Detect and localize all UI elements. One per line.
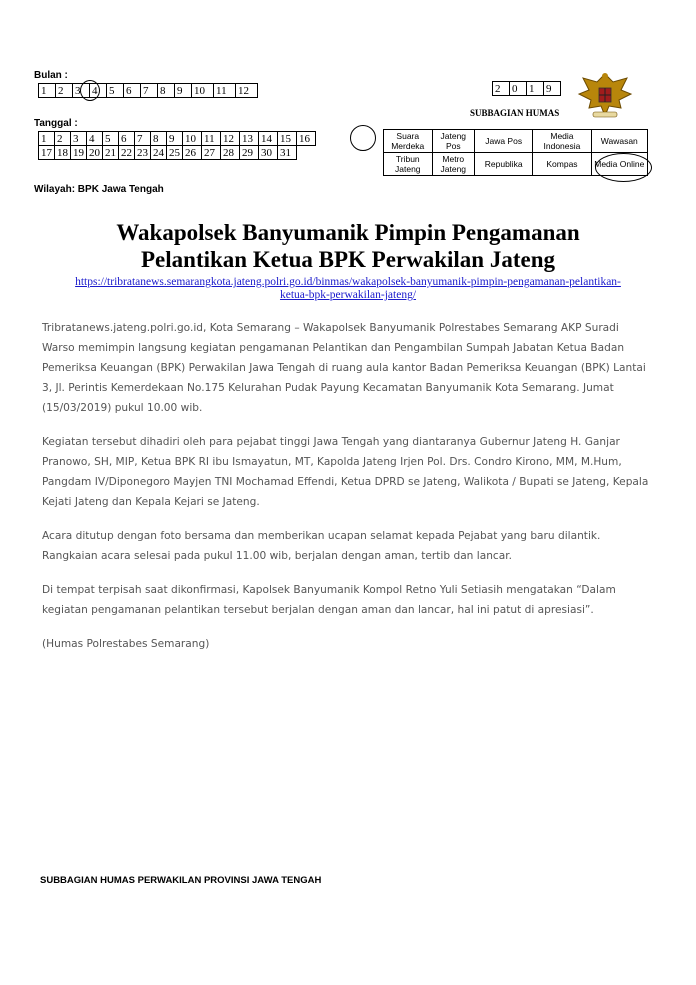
month-cell-10: 10 <box>192 84 214 98</box>
media-online: Media Online <box>591 153 647 176</box>
paragraph-3: Acara ditutup dengan foto bersama dan memberikan ucapan selamat kepada Pejabat yang baru dilantik. Rangkaian acara selesai pada pukul 11.00 wib, berjalan dengan aman, tertib dan lancar. <box>42 530 601 562</box>
date-cell-3: 3 <box>71 132 87 146</box>
paragraph-5: (Humas Polrestabes Semarang) <box>42 638 210 650</box>
date-cell-20: 20 <box>87 146 103 160</box>
paragraph-1: Tribratanews.jateng.polri.go.id, Kota Semarang – Wakapolsek Banyumanik Polrestabes Semarang AKP Suradi Warso memimpin langsung kegiatan pengamanan Pelantikan dan Pengambilan Sumpah Jabatan Ketua Badan Pemeriksa Keuangan (BPK) Perwakilan Jawa Tengah di ruang aula kantor Badan Pemeriksa Keuangan (BPK) Lantai 3, Jl. Perintis Kemerdekaan No.175 Kelurahan Pudak Payung Kecamatan Banyumanik Kota Semarang. Jumat (15/03/2019) pukul 10.00 wib. <box>42 322 646 414</box>
date-cell-26: 26 <box>183 146 202 160</box>
date-cell-19: 19 <box>71 146 87 160</box>
month-cell-6: 6 <box>124 84 141 98</box>
garuda-emblem-icon <box>575 68 635 123</box>
date-cell-5: 5 <box>103 132 119 146</box>
month-grid <box>38 83 258 98</box>
media-suara-merdeka: Suara Merdeka <box>384 130 433 153</box>
date-cell-24: 24 <box>151 146 167 160</box>
date-cell-11: 11 <box>202 132 221 146</box>
article-title <box>0 219 696 273</box>
date-cell-27: 27 <box>202 146 221 160</box>
month-cell-5: 5 <box>107 84 124 98</box>
month-selection-circle <box>80 80 100 101</box>
month-cell-9: 9 <box>175 84 192 98</box>
media-metro-jateng: Metro Jateng <box>432 153 474 176</box>
paragraph-4: Di tempat terpisah saat dikonfirmasi, Kapolsek Banyumanik Kompol Retno Yuli Setiasih mengatakan “Dalam kegiatan pengamanan pelantikan tersebut berjalan dengan aman dan lancar, hal ini patut di apresiasi”. <box>42 584 616 616</box>
year-grid <box>492 81 561 96</box>
date-grid <box>38 131 316 160</box>
date-cell-2: 2 <box>55 132 71 146</box>
bulan-label: Bulan : <box>34 70 68 81</box>
year-digit-9: 9 <box>544 82 561 96</box>
date-cell-22: 22 <box>119 146 135 160</box>
date-cell-1: 1 <box>39 132 55 146</box>
date-cell-14: 14 <box>259 132 278 146</box>
media-indonesia: Media Indonesia <box>533 130 591 153</box>
media-selection-circle <box>595 153 652 182</box>
date-selection-circle <box>350 125 376 151</box>
date-cell-4: 4 <box>87 132 103 146</box>
year-digit-0: 0 <box>510 82 527 96</box>
date-cell-9: 9 <box>167 132 183 146</box>
date-cell-28: 28 <box>221 146 240 160</box>
month-cell-3: 3 <box>73 84 90 98</box>
month-cell-8: 8 <box>158 84 175 98</box>
article-body <box>42 318 652 668</box>
media-kompas: Kompas <box>533 153 591 176</box>
date-cell-17: 17 <box>39 146 55 160</box>
date-cell-25: 25 <box>167 146 183 160</box>
date-cell-15: 15 <box>278 132 297 146</box>
month-cell-12: 12 <box>236 84 258 98</box>
date-cell-29: 29 <box>240 146 259 160</box>
date-cell-12: 12 <box>221 132 240 146</box>
date-cell-23: 23 <box>135 146 151 160</box>
month-cell-4: 4 <box>90 84 107 98</box>
title-line-1: Wakapolsek Banyumanik Pimpin Pengamanan <box>116 220 580 245</box>
paragraph-2: Kegiatan tersebut dihadiri oleh para pejabat tinggi Jawa Tengah yang diantaranya Gubernur Jateng H. Ganjar Pranowo, SH, MIP, Ketua BPK RI ibu Ismayatun, MT, Kapolda Jateng Irjen Pol. Drs. Condro Kirono, MM, M.Hum, Pangdam IV/Diponegoro Mayjen TNI Mochamad Effendi, Ketua DPRD se Jateng, Walikota / Bupati se Jateng, Kepala Kejati Jateng dan Kepala Kejari se Jateng. <box>42 436 649 508</box>
date-cell-18: 18 <box>55 146 71 160</box>
source-link-line-1[interactable]: https://tribratanews.semarangkota.jateng.polri.go.id/binmas/wakapolsek-banyumanik-pimpin-pengamanan-pelantikan- <box>75 276 621 288</box>
wilayah-label: Wilayah: BPK Jawa Tengah <box>34 184 164 195</box>
media-republika: Republika <box>475 153 533 176</box>
tanggal-label: Tanggal : <box>34 118 78 129</box>
org-label: SUBBAGIAN HUMAS <box>470 108 560 118</box>
date-cell-8: 8 <box>151 132 167 146</box>
year-digit-2: 2 <box>493 82 510 96</box>
media-wawasan: Wawasan <box>591 130 647 153</box>
date-cell-7: 7 <box>135 132 151 146</box>
title-line-2: Pelantikan Ketua BPK Perwakilan Jateng <box>141 247 555 272</box>
month-cell-2: 2 <box>56 84 73 98</box>
year-digit-1: 1 <box>527 82 544 96</box>
source-link[interactable] <box>20 276 676 302</box>
month-cell-1: 1 <box>39 84 56 98</box>
month-cell-7: 7 <box>141 84 158 98</box>
date-cell-31: 31 <box>278 146 297 160</box>
date-cell-21: 21 <box>103 146 119 160</box>
media-jawa-pos: Jawa Pos <box>475 130 533 153</box>
media-jateng-pos: Jateng Pos <box>432 130 474 153</box>
date-cell-10: 10 <box>183 132 202 146</box>
source-link-line-2[interactable]: ketua-bpk-perwakilan-jateng/ <box>279 289 417 301</box>
date-cell-13: 13 <box>240 132 259 146</box>
date-cell-16: 16 <box>297 132 316 146</box>
month-cell-11: 11 <box>214 84 236 98</box>
footer-label: SUBBAGIAN HUMAS PERWAKILAN PROVINSI JAWA TENGAH <box>40 875 322 886</box>
date-cell-30: 30 <box>259 146 278 160</box>
media-tribun-jateng: Tribun Jateng <box>384 153 433 176</box>
date-cell-6: 6 <box>119 132 135 146</box>
